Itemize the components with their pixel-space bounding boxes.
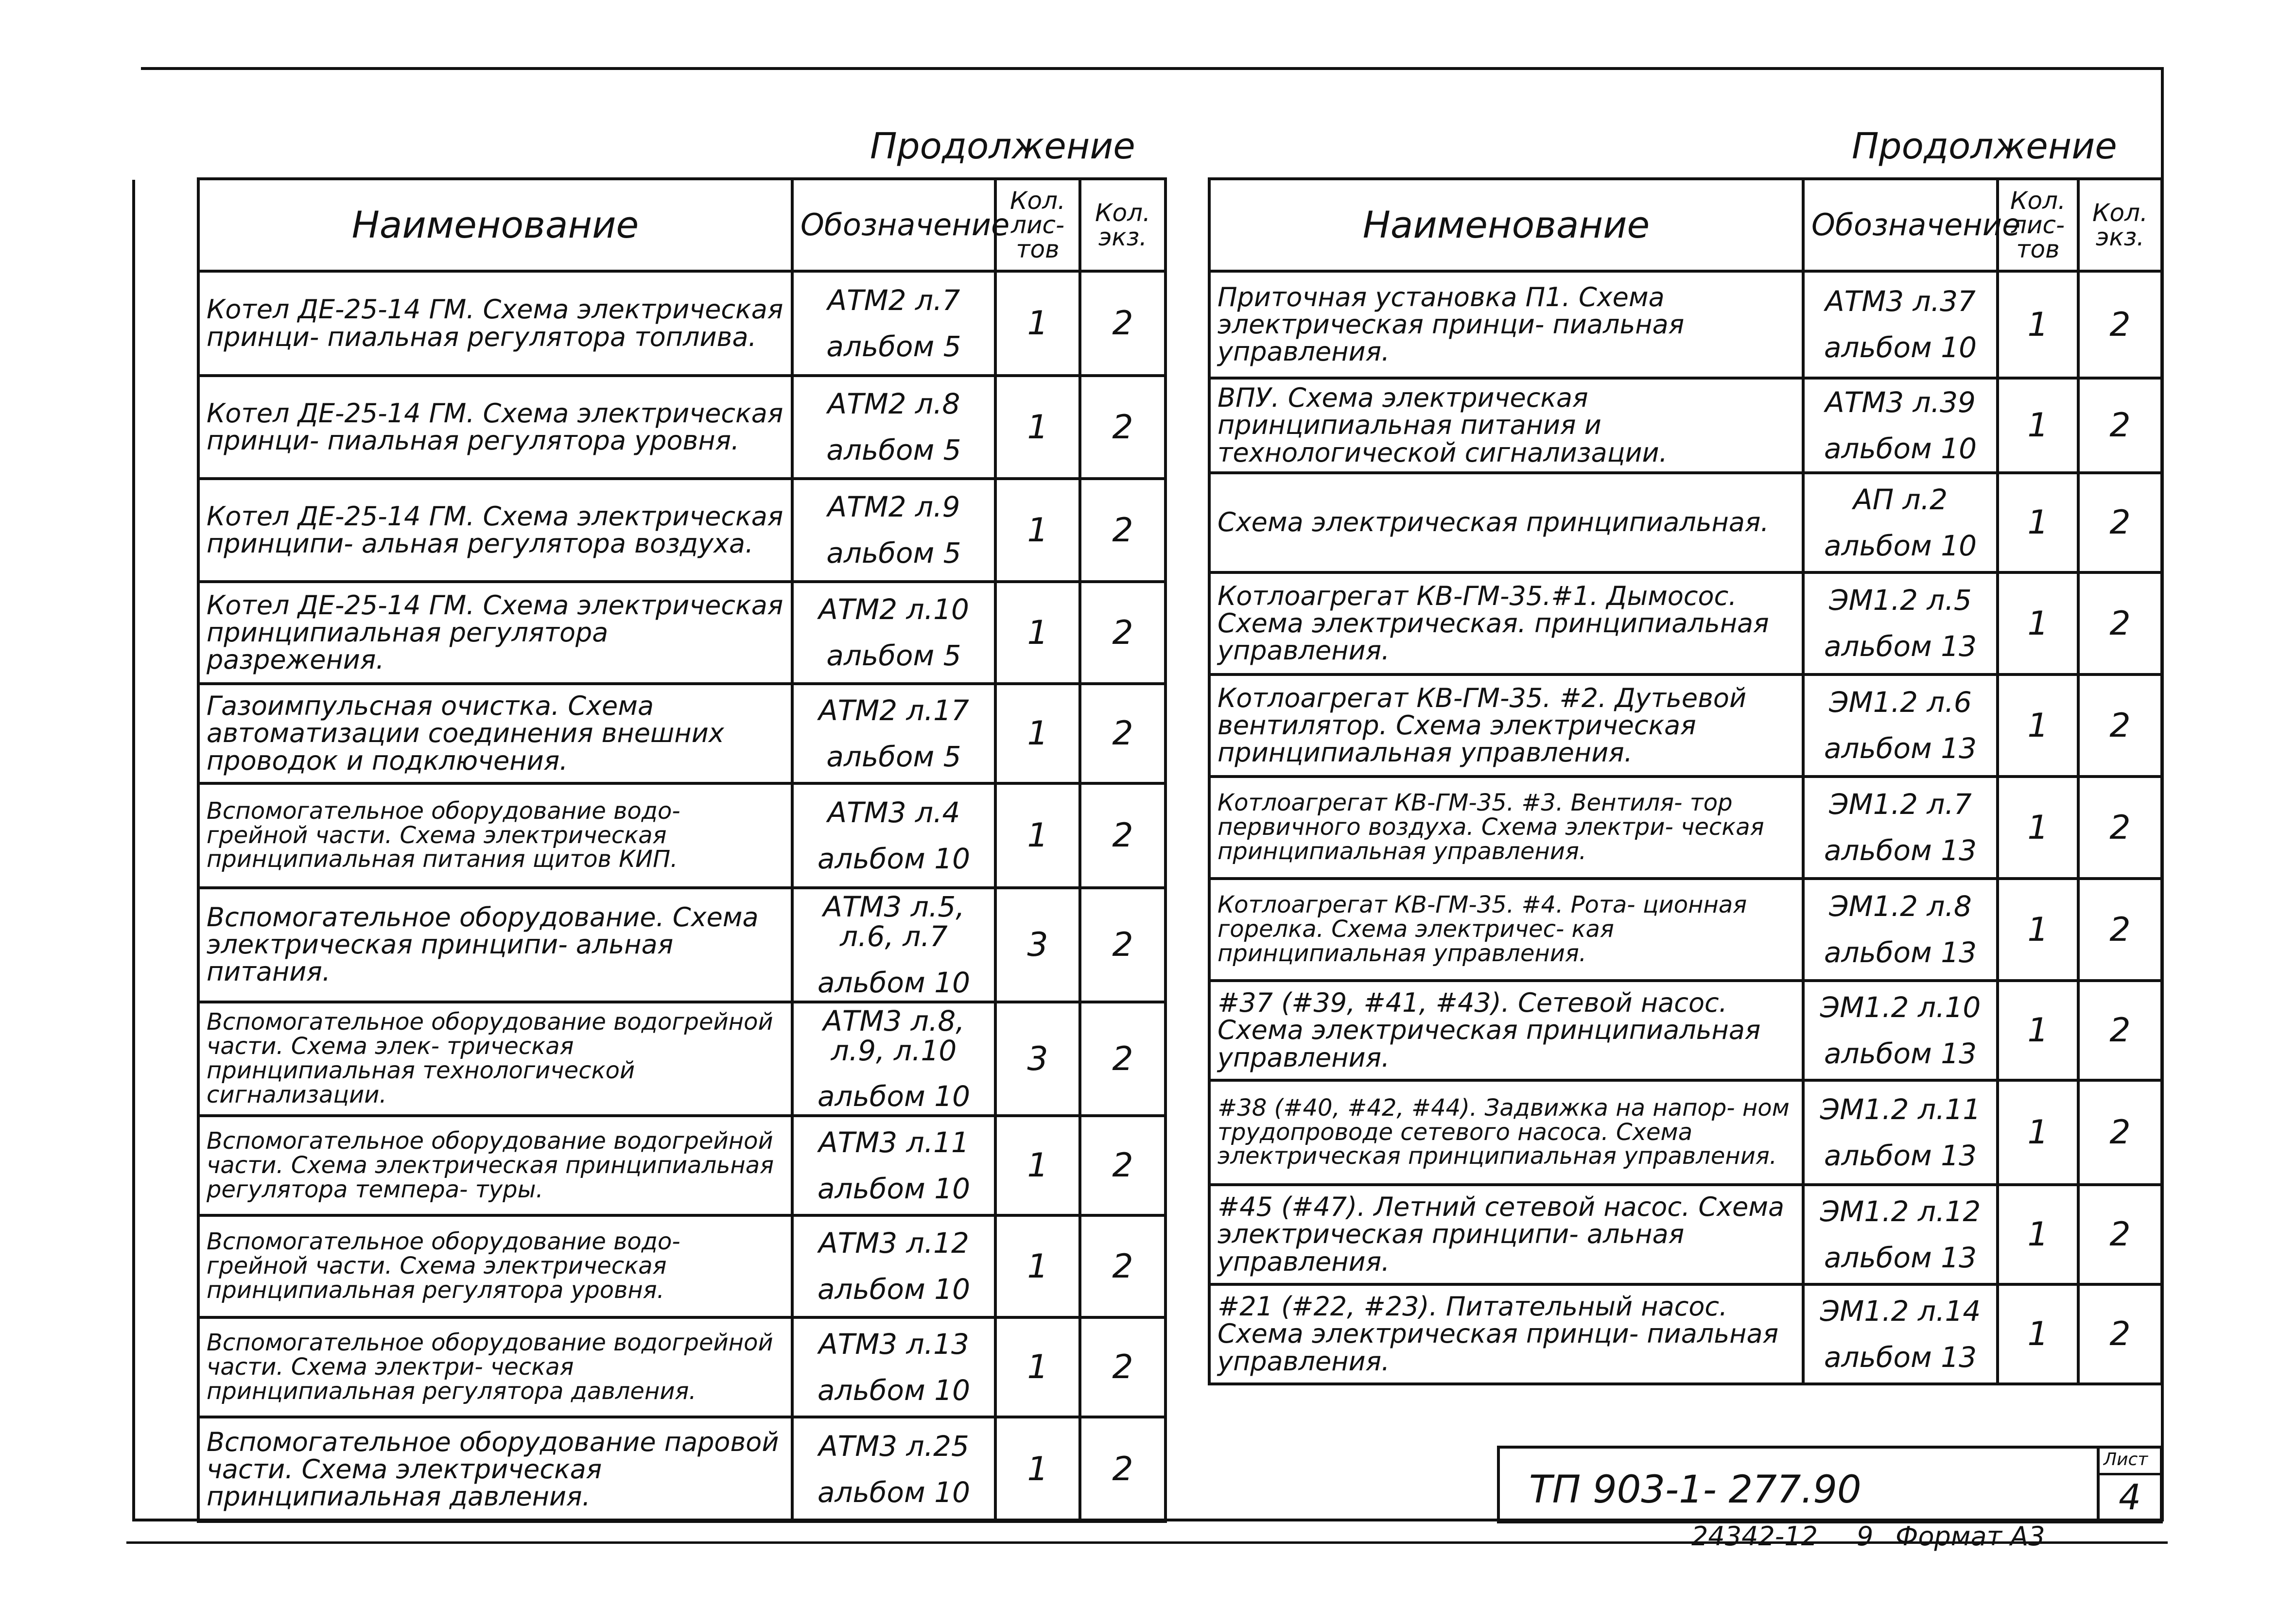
item-sheets-count: 1 — [995, 479, 1080, 582]
designation-sheet: АТМ2 л.17 — [818, 693, 969, 727]
left-spec-table — [197, 177, 1167, 1523]
item-name: Котлоагрегат КВ-ГМ-35. #3. Вентиля- тор первичного воздуха. Схема электри- ческая принципиальная управления. — [1209, 777, 1803, 879]
table-row — [1209, 1185, 2162, 1284]
title-block-stamp — [1497, 1446, 2163, 1523]
item-copies-count: 2 — [2078, 879, 2162, 981]
designation-sheet: АТМ3 л.25 — [818, 1429, 969, 1463]
item-sheets-count: 1 — [1998, 572, 2078, 674]
sheet-box-divider — [2100, 1473, 2160, 1475]
designation-album: альбом 13 — [1824, 1139, 1977, 1172]
item-sheets-count: 1 — [995, 684, 1080, 783]
item-designation — [1803, 981, 1998, 1080]
footer-number: 9 — [1857, 1521, 1874, 1552]
left-header-row — [198, 179, 1165, 271]
item-designation — [1803, 879, 1998, 981]
item-designation — [1803, 473, 1998, 572]
sheet-number: 4 — [2119, 1477, 2141, 1518]
designation-sheet: ЭМ1.2 л.12 — [1820, 1194, 1981, 1228]
table-row — [198, 1317, 1165, 1417]
item-designation — [792, 1417, 995, 1521]
item-name: Вспомогательное оборудование водо- грейной части. Схема электрическая принципиальная регулятора уровня. — [198, 1215, 792, 1317]
item-copies-count: 2 — [2078, 674, 2162, 777]
item-sheets-count: 1 — [1998, 674, 2078, 777]
left-header-copies: Кол. экз. — [1080, 179, 1165, 271]
item-copies-count: 2 — [2078, 981, 2162, 1080]
item-sheets-count: 1 — [995, 783, 1080, 888]
designation-album: альбом 13 — [1824, 1340, 1977, 1374]
inventory-number: 24342-12 — [1691, 1521, 1818, 1552]
designation-album: альбом 13 — [1824, 834, 1977, 867]
designation-sheet: АТМ2 л.7 — [827, 283, 960, 317]
left-header-sheets: Кол. лис- тов — [995, 179, 1080, 271]
item-sheets-count: 1 — [1998, 473, 2078, 572]
designation-sheet: ЭМ1.2 л.10 — [1820, 990, 1981, 1024]
item-sheets-count: 1 — [995, 1317, 1080, 1417]
item-designation — [792, 1215, 995, 1317]
designation-sheet: АТМ3 л.11 — [818, 1125, 969, 1159]
table-row — [198, 1417, 1165, 1521]
item-name: Вспомогательное оборудование. Схема электрическая принципи- альная питания. — [198, 888, 792, 1002]
item-designation — [792, 1317, 995, 1417]
item-copies-count: 2 — [1080, 582, 1165, 684]
designation-album: альбом 13 — [1824, 630, 1977, 663]
table-row — [198, 271, 1165, 376]
sheet-box — [2097, 1449, 2160, 1521]
right-header-sheets: Кол. лис- тов — [1998, 179, 2078, 271]
designation-album: альбом 5 — [826, 639, 961, 672]
item-name: Вспомогательное оборудование водогрейной части. Схема электри- ческая принципиальная регулятора давления. — [198, 1317, 792, 1417]
table-row — [1209, 271, 2162, 378]
item-name: Котлоагрегат КВ-ГМ-35. #4. Рота- ционная горелка. Схема электричес- кая принципиальная управления. — [1209, 879, 1803, 981]
item-copies-count: 2 — [1080, 1002, 1165, 1116]
designation-sheet: АТМ3 л.12 — [818, 1227, 969, 1260]
designation-album: альбом 13 — [1824, 936, 1977, 969]
item-designation — [792, 271, 995, 376]
item-name: Газоимпульсная очистка. Схема автоматизации соединения внешних проводок и подключения. — [198, 684, 792, 783]
item-name: Вспомогательное оборудование водо- грейной части. Схема электрическая принципиальная питания щитов КИП. — [198, 783, 792, 888]
designation-sheet: АТМ3 л.39 — [1825, 385, 1976, 419]
table-row — [198, 376, 1165, 479]
table-row — [198, 479, 1165, 582]
table-row — [1209, 378, 2162, 473]
designation-sheet: АТМ3 л.5, л.6, л.7 — [823, 890, 965, 953]
item-sheets-count: 1 — [1998, 1284, 2078, 1384]
right-header-designation: Обозначение — [1803, 179, 1998, 271]
designation-album: альбом 10 — [817, 1273, 971, 1306]
item-copies-count: 2 — [1080, 479, 1165, 582]
designation-album: альбом 5 — [826, 740, 961, 773]
item-sheets-count: 1 — [995, 271, 1080, 376]
designation-album: альбом 10 — [817, 1172, 971, 1205]
item-sheets-count: 1 — [1998, 981, 2078, 1080]
designation-album: альбом 10 — [817, 1475, 971, 1509]
designation-album: альбом 5 — [826, 433, 961, 467]
designation-sheet: АТМ2 л.8 — [827, 387, 960, 421]
table-row — [1209, 572, 2162, 674]
right-spec-table — [1208, 177, 2163, 1385]
item-copies-count: 2 — [1080, 783, 1165, 888]
item-name: Приточная установка П1. Схема электрическая принци- пиальная управления. — [1209, 271, 1803, 378]
item-copies-count: 2 — [1080, 1417, 1165, 1521]
table-row — [198, 1215, 1165, 1317]
item-sheets-count: 1 — [1998, 1080, 2078, 1185]
item-name: #37 (#39, #41, #43). Сетевой насос. Схема электрическая принципиальная управления. — [1209, 981, 1803, 1080]
item-copies-count: 2 — [2078, 271, 2162, 378]
table-row — [198, 1116, 1165, 1215]
item-copies-count: 2 — [1080, 1317, 1165, 1417]
item-sheets-count: 3 — [995, 1002, 1080, 1116]
item-sheets-count: 1 — [1998, 271, 2078, 378]
table-row — [1209, 777, 2162, 879]
item-copies-count: 2 — [1080, 1116, 1165, 1215]
item-copies-count: 2 — [1080, 376, 1165, 479]
designation-sheet: АТМ2 л.9 — [827, 490, 960, 524]
item-sheets-count: 1 — [995, 1215, 1080, 1317]
item-copies-count: 2 — [2078, 1284, 2162, 1384]
designation-sheet: ЭМ1.2 л.5 — [1829, 584, 1972, 617]
table-row — [1209, 1080, 2162, 1185]
table-row — [198, 684, 1165, 783]
designation-sheet: ЭМ1.2 л.11 — [1820, 1092, 1981, 1126]
item-copies-count: 2 — [1080, 684, 1165, 783]
item-designation — [1803, 777, 1998, 879]
table-row — [1209, 674, 2162, 777]
designation-album: альбом 10 — [1824, 529, 1977, 562]
designation-album: альбом 5 — [826, 329, 961, 363]
item-sheets-count: 1 — [1998, 777, 2078, 879]
item-name: #38 (#40, #42, #44). Задвижка на напор- ном трудопроводе сетевого насоса. Схема электрическая принципиальная управления. — [1209, 1080, 1803, 1185]
item-designation — [792, 1002, 995, 1116]
designation-album: альбом 13 — [1824, 1241, 1977, 1274]
item-designation — [1803, 674, 1998, 777]
designation-sheet: АТМ3 л.13 — [818, 1327, 969, 1361]
item-designation — [1803, 378, 1998, 473]
designation-album: альбом 10 — [1824, 432, 1977, 465]
item-name: ВПУ. Схема электрическая принципиальная питания и технологической сигнализации. — [1209, 378, 1803, 473]
item-name: Котлоагрегат КВ-ГМ-35.#1. Дымосос. Схема электрическая. принципиальная управления. — [1209, 572, 1803, 674]
item-sheets-count: 1 — [995, 582, 1080, 684]
format-label: Формат А3 — [1896, 1521, 2045, 1552]
left-header-designation: Обозначение — [792, 179, 995, 271]
sheet-label: Лист — [2104, 1450, 2148, 1469]
document-code: ТП 903-1- 277.90 — [1529, 1468, 1861, 1512]
item-name: #45 (#47). Летний сетевой насос. Схема электрическая принципи- альная управления. — [1209, 1185, 1803, 1284]
item-sheets-count: 3 — [995, 888, 1080, 1002]
item-sheets-count: 1 — [995, 1116, 1080, 1215]
top-border-line — [141, 67, 2163, 70]
item-designation — [792, 684, 995, 783]
table-row — [198, 888, 1165, 1002]
table-row — [198, 582, 1165, 684]
left-continuation-heading: Продолжение — [870, 125, 1135, 167]
item-sheets-count: 1 — [1998, 879, 2078, 981]
designation-sheet: ЭМ1.2 л.6 — [1829, 686, 1972, 719]
item-sheets-count: 1 — [995, 1417, 1080, 1521]
item-name: Котел ДЕ-25-14 ГМ. Схема электрическая принципи- альная регулятора воздуха. — [198, 479, 792, 582]
designation-album: альбом 13 — [1824, 732, 1977, 765]
left-border-line — [132, 180, 135, 1521]
item-copies-count: 2 — [2078, 1080, 2162, 1185]
item-copies-count: 2 — [2078, 777, 2162, 879]
item-name: Котел ДЕ-25-14 ГМ. Схема электрическая принципиальная регулятора разрежения. — [198, 582, 792, 684]
item-copies-count: 2 — [2078, 572, 2162, 674]
designation-album: альбом 10 — [817, 1080, 971, 1113]
item-copies-count: 2 — [2078, 1185, 2162, 1284]
designation-album: альбом 10 — [1824, 331, 1977, 364]
table-row — [198, 783, 1165, 888]
item-designation — [792, 783, 995, 888]
item-sheets-count: 1 — [1998, 378, 2078, 473]
item-copies-count: 2 — [2078, 378, 2162, 473]
item-designation — [1803, 1284, 1998, 1384]
item-copies-count: 2 — [1080, 1215, 1165, 1317]
designation-sheet: АТМ3 л.8, л.9, л.10 — [823, 1004, 965, 1067]
right-header-row — [1209, 179, 2162, 271]
item-name: Вспомогательное оборудование водогрейной части. Схема электрическая принципиальная регулятора темпера- туры. — [198, 1116, 792, 1215]
item-designation — [1803, 1185, 1998, 1284]
item-name: Схема электрическая принципиальная. — [1209, 473, 1803, 572]
designation-album: альбом 13 — [1824, 1037, 1977, 1070]
designation-album: альбом 5 — [826, 536, 961, 570]
designation-sheet: ЭМ1.2 л.7 — [1829, 788, 1972, 821]
designation-sheet: АТМ2 л.10 — [818, 593, 969, 626]
item-designation — [792, 376, 995, 479]
item-name: #21 (#22, #23). Питательный насос. Схема электрическая принци- пиальная управления. — [1209, 1284, 1803, 1384]
item-name: Вспомогательное оборудование водогрейной части. Схема элек- трическая принципиальная технологической сигнализации. — [198, 1002, 792, 1116]
designation-sheet: АТМ3 л.37 — [1825, 285, 1976, 318]
right-continuation-heading: Продолжение — [1852, 125, 2117, 167]
item-designation — [792, 1116, 995, 1215]
item-sheets-count: 1 — [1998, 1185, 2078, 1284]
table-row — [1209, 1284, 2162, 1384]
item-designation — [1803, 271, 1998, 378]
right-header-name: Наименование — [1209, 179, 1803, 271]
item-copies-count: 2 — [1080, 888, 1165, 1002]
table-row — [1209, 879, 2162, 981]
table-row — [1209, 473, 2162, 572]
item-copies-count: 2 — [2078, 473, 2162, 572]
item-copies-count: 2 — [1080, 271, 1165, 376]
item-name: Котел ДЕ-25-14 ГМ. Схема электрическая принци- пиальная регулятора топлива. — [198, 271, 792, 376]
right-header-copies: Кол. экз. — [2078, 179, 2162, 271]
item-designation — [792, 582, 995, 684]
item-name: Вспомогательное оборудование паровой части. Схема электрическая принципиальная давления. — [198, 1417, 792, 1521]
designation-sheet: ЭМ1.2 л.8 — [1829, 890, 1972, 923]
item-designation — [792, 479, 995, 582]
left-header-name: Наименование — [198, 179, 792, 271]
designation-album: альбом 10 — [817, 1373, 971, 1407]
item-designation — [1803, 572, 1998, 674]
designation-sheet: АТМ3 л.4 — [827, 795, 960, 829]
table-row — [1209, 981, 2162, 1080]
item-designation — [792, 888, 995, 1002]
table-row — [198, 1002, 1165, 1116]
designation-sheet: ЭМ1.2 л.14 — [1820, 1294, 1981, 1328]
item-name: Котлоагрегат КВ-ГМ-35. #2. Дутьевой вентилятор. Схема электрическая принципиальная управления. — [1209, 674, 1803, 777]
item-sheets-count: 1 — [995, 376, 1080, 479]
item-designation — [1803, 1080, 1998, 1185]
designation-album: альбом 10 — [817, 966, 971, 999]
designation-album: альбом 10 — [817, 842, 971, 875]
designation-sheet: АП л.2 — [1853, 483, 1948, 516]
item-name: Котел ДЕ-25-14 ГМ. Схема электрическая принци- пиальная регулятора уровня. — [198, 376, 792, 479]
